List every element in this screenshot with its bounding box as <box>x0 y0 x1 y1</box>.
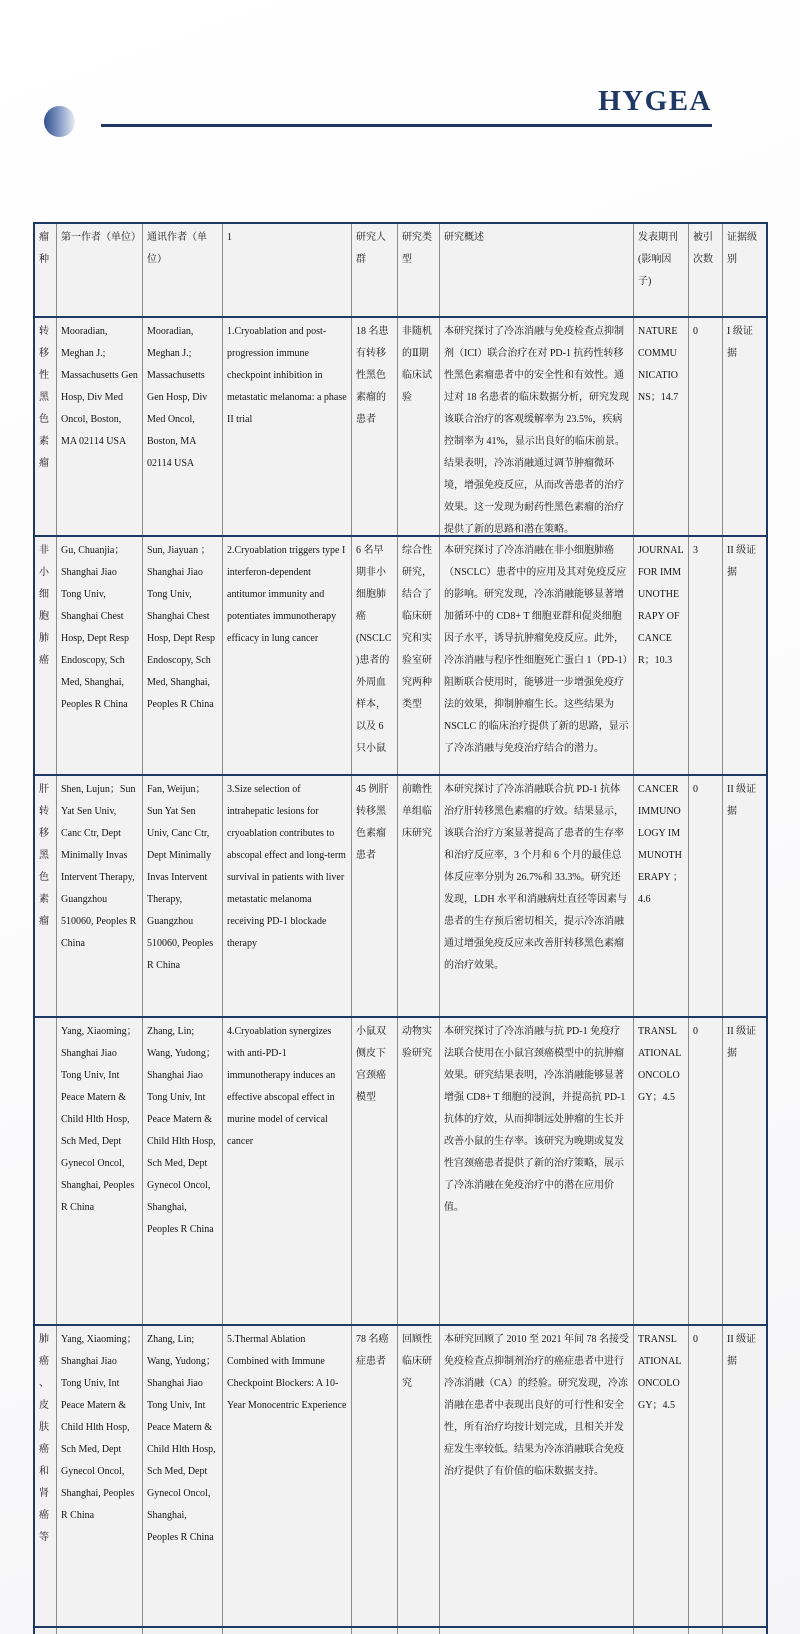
cell-title: 1.Cryoablation and post-progression immune checkpoint inhibition in metastatic melanoma: a phase II trial <box>223 318 352 535</box>
cell-journal: TRANSLATIONAL ONCOLOGY；4.5 <box>634 1326 689 1626</box>
cell-empty <box>143 1628 223 1634</box>
cell-population: 小鼠双侧皮下宫颈癌模型 <box>352 1018 398 1324</box>
cell-journal: NATURE COMMUNICATIONS；14.7 <box>634 318 689 535</box>
brand-text: HYGEA <box>598 85 712 117</box>
cell-citations: 0 <box>689 318 723 535</box>
cell-tumor-type: 转移性黑色素瘤 <box>35 318 57 535</box>
cell-first-author: Yang, Xiaoming；Shanghai Jiao Tong Univ, Int Peace Matern & Child Hlth Hosp, Sch Med, Dept Gynecol Oncol, Shanghai, Peoples R China <box>57 1018 143 1324</box>
cell-tumor-type <box>35 1018 57 1324</box>
cell-evidence: I 级证据 <box>727 326 753 359</box>
cell-citations: 0 <box>689 776 723 1016</box>
col-header-population: 研究人群 <box>352 224 398 316</box>
cell-first-author: Shen, Lujun；Sun Yat Sen Univ, Canc Ctr, Dept Minimally Invas Intervent Therapy, Guangzhou 510060, Peoples R China <box>57 776 143 1016</box>
cell-empty <box>723 1628 765 1634</box>
cell-citations: 0 <box>689 1018 723 1324</box>
cell-journal: JOURNAL FOR IMMUNOTHERAPY OF CANCER；10.3 <box>634 537 689 774</box>
cell-population: 45 例肝转移黑色素瘤患者 <box>352 776 398 1016</box>
cell-title: 4.Cryoablation synergizes with anti-PD-1 immunotherapy induces an effective abscopal effect in murine model of cervical cancer <box>223 1018 352 1324</box>
cell-summary: 本研究探讨了冷冻消融与抗 PD-1 免疫疗法联合使用在小鼠宫颈癌模型中的抗肿瘤效果。研究结果表明，冷冻消融能够显著增强 CD8+ T 细胞的浸润，并提高抗 PD-1 抗体的疗效，从而抑制远处肿瘤的生长并改善小鼠的生存率。该研究为晚期或复发性宫颈癌患者提供了新的治疗策略，展示了冷冻消融在免疫治疗中的潜在应用价值。 <box>440 1018 634 1324</box>
cell-empty <box>223 1628 352 1634</box>
cell-citations: 3 <box>689 537 723 774</box>
cell-title: 2.Cryoablation triggers type I interferon-dependent antitumor immunity and potentiates immunotherapy efficacy in lung cancer <box>223 537 352 774</box>
cell-study-type: 非随机的Ⅱ期临床试验 <box>398 318 440 535</box>
cell-summary: 本研究探讨了冷冻消融在非小细胞肺癌（NSCLC）患者中的应用及其对免疫反应的影响。研究发现，冷冻消融能够显著增加循环中的 CD8+ T 细胞亚群和促炎细胞因子水平，诱导抗肿瘤免疫反应。此外，冷冻消融与程序性细胞死亡蛋白 1（PD-1）阻断联合使用时，能够进一步增强免疫疗法的效果，抑制肿瘤生长。这些结果为 NSCLC 的临床治疗提供了新的思路，显示了冷冻消融与免疫治疗结合的潜力。 <box>440 537 634 774</box>
table-row <box>35 1018 766 1326</box>
cell-empty <box>634 1628 689 1634</box>
table-row <box>35 1326 766 1628</box>
cell-population: 6 名早期非小细胞肺癌(NSCLC)患者的外周血样本，以及 6 只小鼠 <box>352 537 398 774</box>
cell-summary: 本研究回顾了 2010 至 2021 年间 78 名接受免疫检查点抑制剂治疗的癌症患者中进行冷冻消融（CA）的经验。研究发现，冷冻消融在患者中表现出良好的可行性和安全性，所有治疗均按计划完成，且相关并发症发生率较低。结果为冷冻消融联合免疫治疗提供了有价值的临床数据支持。 <box>440 1326 634 1626</box>
col-header-corresponding-author: 通讯作者（单位） <box>143 224 223 316</box>
cell-citations: 0 <box>689 1326 723 1626</box>
cell-summary: 本研究探讨了冷冻消融与免疫检查点抑制剂（ICI）联合治疗在对 PD-1 抗药性转移性黑色素瘤患者中的安全性和有效性。通过对 18 名患者的临床数据分析，研究发现该联合治疗的客观缓解率为 23.5%，疾病控制率为 41%，显示出良好的临床前景。结果表明，冷冻消融通过调节肿瘤微环境，增强免疫反应，从而改善患者的治疗效果。这一发现为耐药性黑色素瘤的治疗提供了新的思路和潜在策略。 <box>440 318 634 535</box>
col-header-tumor-type: 瘤种 <box>35 224 57 316</box>
col-header-journal: 发表期刊(影响因子) <box>634 224 689 316</box>
cell-corresponding-author: Zhang, Lin; Wang, Yudong；Shanghai Jiao Tong Univ, Int Peace Matern & Child Hlth Hosp, Sch Med, Dept Gynecol Oncol, Shanghai, Peoples R China <box>143 1326 223 1626</box>
cell-tumor-type: 肝转移黑色素瘤 <box>35 776 57 1016</box>
cell-evidence: II 级证据 <box>727 784 757 817</box>
header-divider <box>101 124 712 127</box>
col-header-study-type: 研究类型 <box>398 224 440 316</box>
cell-empty <box>352 1628 398 1634</box>
cell-tumor-type: 非小细胞肺癌 <box>35 537 57 774</box>
cell-evidence: II 级证据 <box>727 1026 757 1059</box>
cell-corresponding-author: Sun, Jiayuan ；Shanghai Jiao Tong Univ, Shanghai Chest Hosp, Dept Resp Endoscopy, Sch Med, Shanghai, Peoples R China <box>143 537 223 774</box>
cell-empty <box>689 1628 723 1634</box>
cell-first-author: Gu, Chuanjia；Shanghai Jiao Tong Univ, Shanghai Chest Hosp, Dept Resp Endoscopy, Sch Med, Shanghai, Peoples R China <box>57 537 143 774</box>
table-row <box>35 776 766 1018</box>
cell-empty <box>57 1628 143 1634</box>
cell-evidence: II 级证据 <box>727 1334 757 1367</box>
cell-summary: 本研究探讨了冷冻消融联合抗 PD-1 抗体治疗肝转移黑色素瘤的疗效。结果显示，该联合治疗方案显著提高了患者的生存率和治疗反应率，3 个月和 6 个月的最佳总体反应率分别为 26.7%和 33.3%。研究还发现，LDH 水平和消融病灶直径等因素与患者的生存预后密切相关，提示冷冻消融通过增强免疫反应来改善肝转移黑色素瘤的治疗效果。 <box>440 776 634 1016</box>
col-header-title: 1 <box>223 224 352 316</box>
col-header-summary: 研究概述 <box>440 224 634 316</box>
cell-tumor-type: 肺癌、皮肤癌和肾癌等 <box>35 1326 57 1626</box>
cell-empty <box>398 1628 440 1634</box>
cell-study-type: 综合性研究，结合了临床研究和实验室研究两种类型 <box>398 537 440 774</box>
cell-first-author: Yang, Xiaoming；Shanghai Jiao Tong Univ, Int Peace Matern & Child Hlth Hosp, Sch Med, Dept Gynecol Oncol, Shanghai, Peoples R China <box>57 1326 143 1626</box>
cell-corresponding-author: Mooradian, Meghan J.; Massachusetts Gen Hosp, Div Med Oncol, Boston, MA 02114 USA <box>143 318 223 535</box>
cell-study-type: 动物实验研究 <box>398 1018 440 1324</box>
col-header-citations: 被引次数 <box>689 224 723 316</box>
cell-evidence: II 级证据 <box>727 545 757 578</box>
table-row-partial <box>35 1628 766 1634</box>
cell-first-author: Mooradian, Meghan J.; Massachusetts Gen Hosp, Div Med Oncol, Boston, MA 02114 USA <box>57 318 143 535</box>
cell-title: 5.Thermal Ablation Combined with Immune Checkpoint Blockers: A 10-Year Monocentric Experience <box>223 1326 352 1626</box>
logo-circle-icon <box>44 106 75 137</box>
cell-population: 78 名癌症患者 <box>352 1326 398 1626</box>
table-row <box>35 318 766 537</box>
table-header-row <box>35 224 766 318</box>
col-header-first-author: 第一作者（单位） <box>57 224 143 316</box>
col-header-evidence: 证据级别 <box>727 232 757 265</box>
cell-study-type: 前瞻性单组临床研究 <box>398 776 440 1016</box>
literature-table <box>33 222 768 1634</box>
cell-corresponding-author: Zhang, Lin; Wang, Yudong；Shanghai Jiao Tong Univ, Int Peace Matern & Child Hlth Hosp, Sch Med, Dept Gynecol Oncol, Shanghai, Peoples R China <box>143 1018 223 1324</box>
cell-empty <box>35 1628 57 1634</box>
cell-population: 18 名患有转移性黑色素瘤的患者 <box>352 318 398 535</box>
cell-study-type: 回顾性临床研究 <box>398 1326 440 1626</box>
cell-corresponding-author: Fan, Weijun；Sun Yat Sen Univ, Canc Ctr, Dept Minimally Invas Intervent Therapy, Guangzhou 510060, Peoples R China <box>143 776 223 1016</box>
cell-journal: TRANSLATIONAL ONCOLOGY；4.5 <box>634 1018 689 1324</box>
table-row <box>35 537 766 776</box>
cell-journal: CANCER IMMUNOLOGY IMMUNOTHERAPY ；4.6 <box>634 776 689 1016</box>
cell-empty <box>440 1628 634 1634</box>
cell-title: 3.Size selection of intrahepatic lesions for cryoablation contributes to abscopal effect and long-term survival in patients with liver metastatic melanoma receiving PD-1 blockade therapy <box>223 776 352 1016</box>
